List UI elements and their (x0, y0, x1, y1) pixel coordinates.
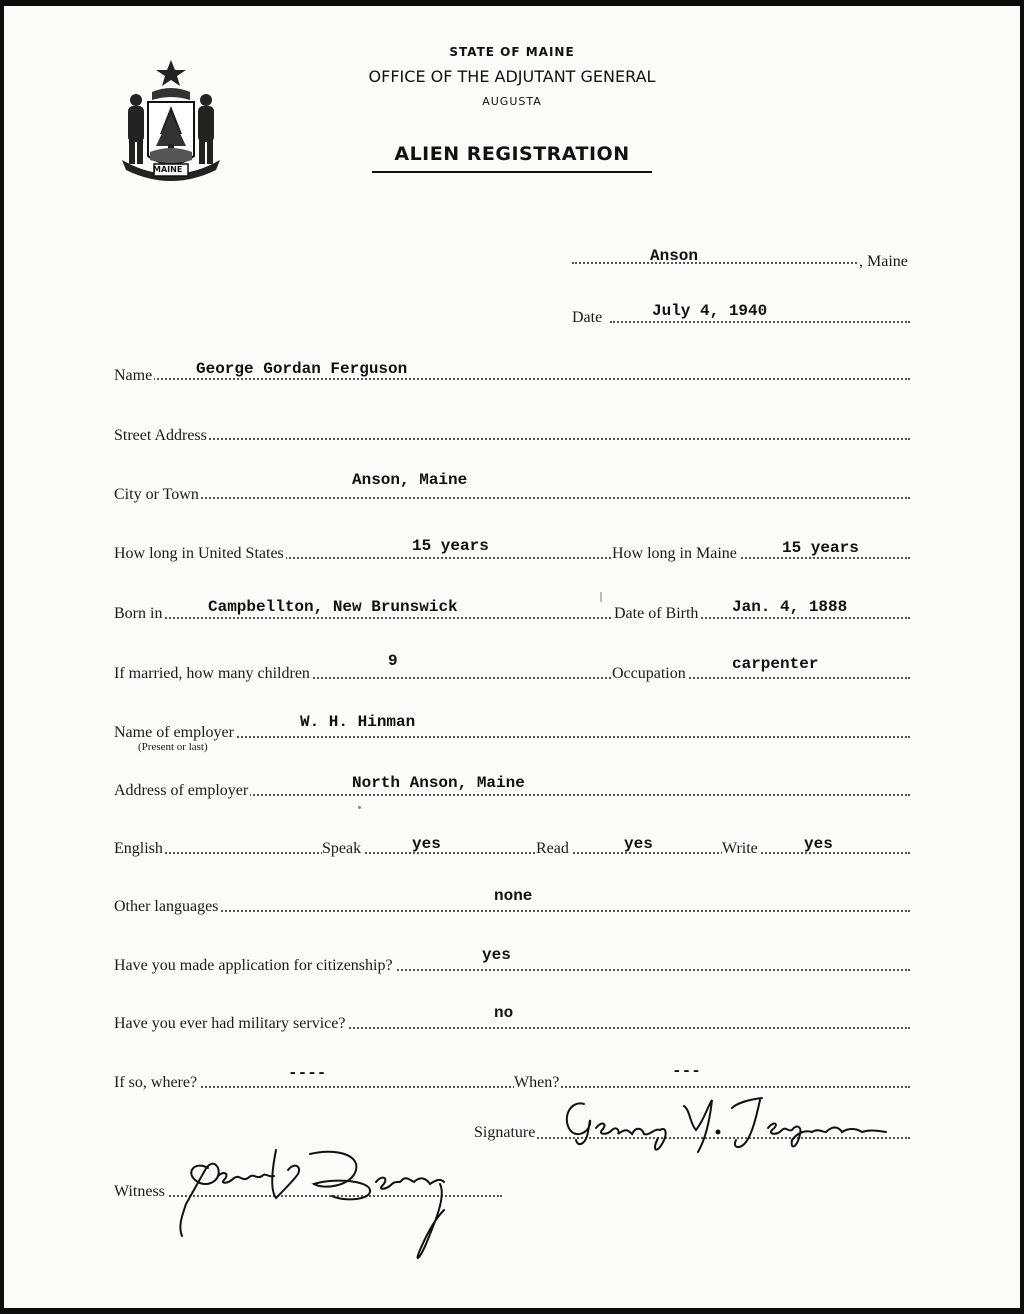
place-value: Anson (650, 247, 699, 265)
occupation-value: carpenter (732, 655, 819, 673)
city-label: City or Town (114, 486, 199, 503)
form-title: ALIEN REGISTRATION (394, 143, 630, 165)
title-underline (372, 171, 652, 173)
speak-value: yes (412, 835, 441, 853)
dob-value: Jan. 4, 1888 (732, 598, 848, 616)
dob-label: Date of Birth (614, 605, 699, 622)
children-label: If married, how many children (114, 665, 310, 682)
employer-label: Name of employer (114, 724, 234, 741)
born-value: Campbellton, New Brunswick (208, 598, 458, 616)
date-value: July 4, 1940 (652, 302, 768, 320)
name-label: Name (114, 367, 153, 384)
where-value: ---- (288, 1064, 327, 1082)
place-line (572, 262, 861, 264)
how-long-maine-value: 15 years (782, 539, 859, 557)
read-value: yes (624, 835, 653, 853)
city-value: Anson, Maine (352, 471, 468, 489)
where-label: If so, where? (114, 1074, 198, 1091)
military-value: no (494, 1004, 514, 1022)
when-value: --- (672, 1062, 701, 1080)
occupation-label: Occupation (612, 665, 686, 682)
citizenship-label: Have you made application for citizenship? (114, 957, 393, 974)
employer-sublabel: (Present or last) (138, 741, 208, 753)
read-label: Read (536, 840, 569, 857)
registration-form (4, 6, 1020, 1308)
paper-mark (600, 592, 602, 602)
place-suffix: , Maine (859, 253, 908, 270)
signature-label: Signature (474, 1124, 536, 1141)
born-label: Born in (114, 605, 163, 622)
military-label: Have you ever had military service? (114, 1015, 346, 1032)
other-languages-value: none (494, 887, 533, 905)
other-languages-line (114, 910, 910, 912)
paper-mark (358, 806, 361, 809)
how-long-us-label: How long in United States (114, 545, 284, 562)
city-line (114, 497, 910, 499)
header-office: OFFICE OF THE ADJUTANT GENERAL (368, 67, 656, 86)
english-label: English (114, 840, 163, 857)
speak-label: Speak (322, 840, 362, 857)
how-long-us-value: 15 years (412, 537, 489, 555)
header-city: AUGUSTA (482, 95, 542, 108)
english-line (114, 852, 910, 854)
date-line (610, 321, 910, 323)
where-line (114, 1086, 910, 1088)
header-state: STATE OF MAINE (449, 45, 575, 59)
when-label: When? (514, 1074, 560, 1091)
children-value: 9 (388, 652, 398, 670)
street-line (114, 438, 910, 440)
citizenship-value: yes (482, 946, 511, 964)
employer-address-value: North Anson, Maine (352, 774, 525, 792)
write-value: yes (804, 835, 833, 853)
street-label: Street Address (114, 427, 207, 444)
witness-handwriting (164, 1140, 464, 1270)
name-value: George Gordan Ferguson (196, 360, 408, 378)
witness-label: Witness (114, 1183, 165, 1200)
signature-handwriting (556, 1090, 892, 1160)
write-label: Write (722, 840, 758, 857)
date-label: Date (572, 309, 603, 326)
seal-banner-text: MAINE (153, 165, 183, 174)
born-line (114, 617, 910, 619)
employer-value: W. H. Hinman (300, 713, 416, 731)
other-languages-label: Other languages (114, 898, 219, 915)
employer-address-label: Address of employer (114, 782, 249, 799)
name-line (114, 378, 910, 380)
how-long-maine-label: How long in Maine (612, 545, 737, 562)
